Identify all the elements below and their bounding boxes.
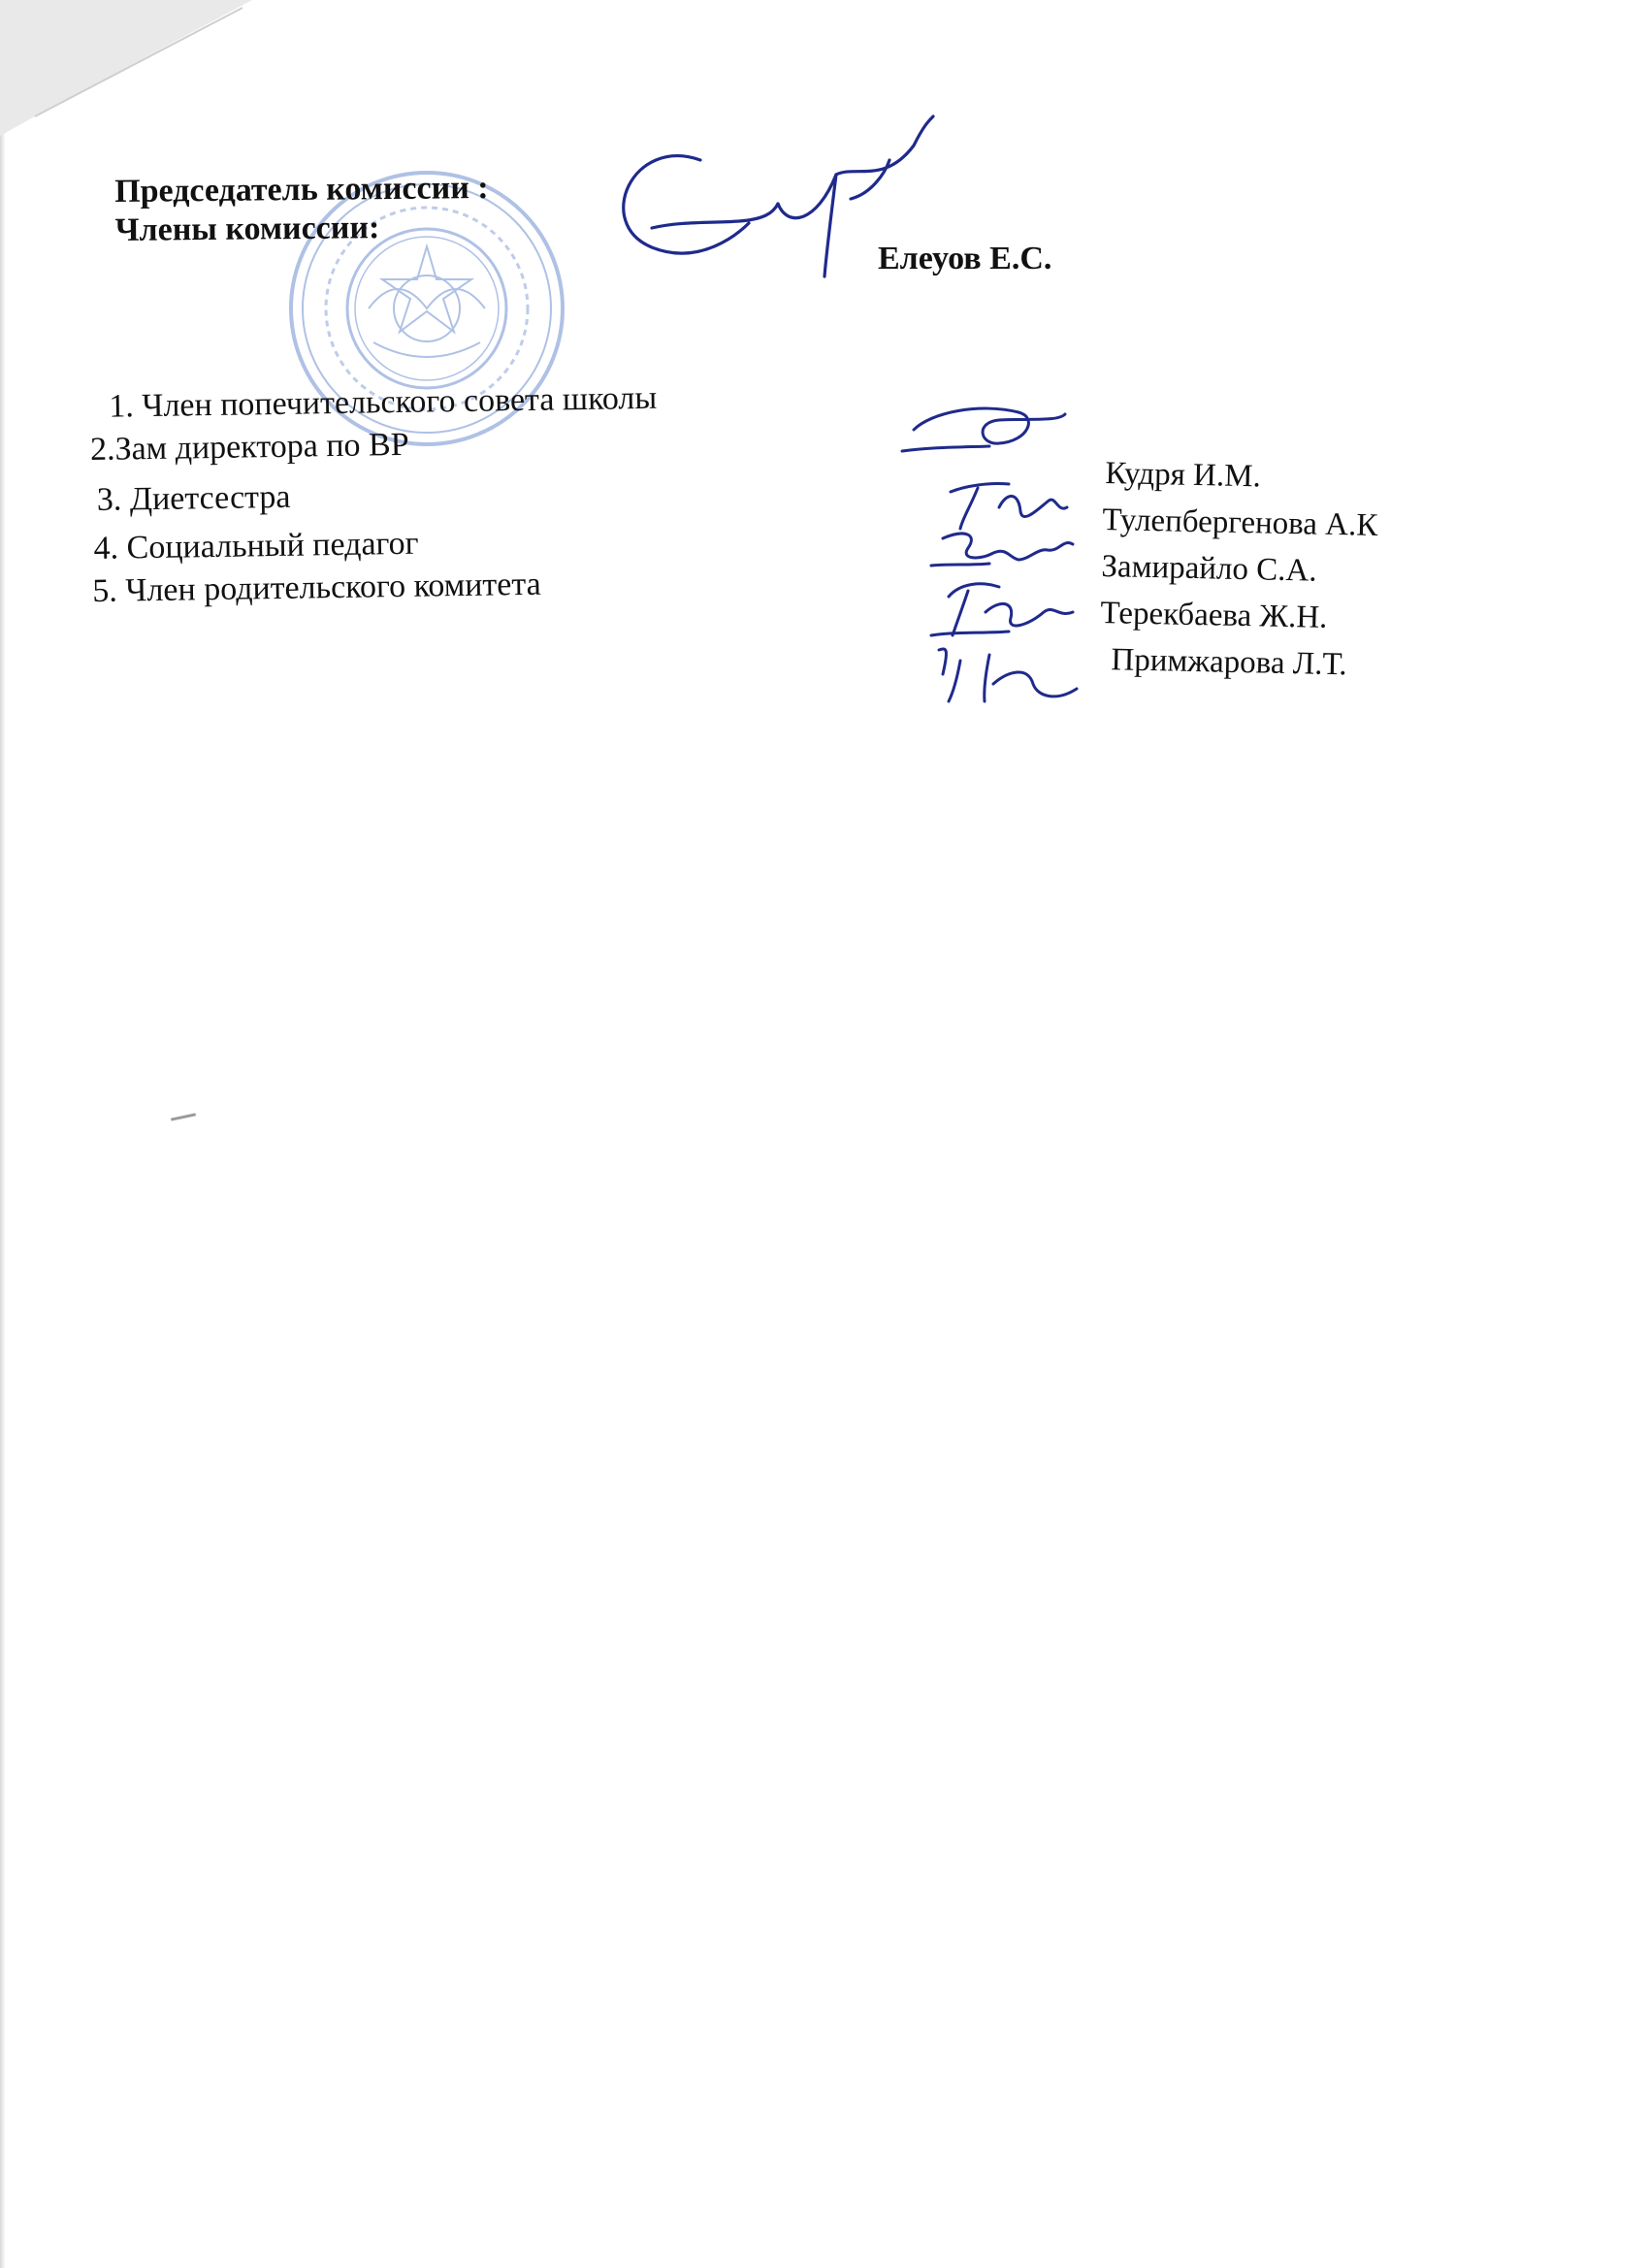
members-signatures: [892, 393, 1106, 713]
members-label: Члены комиссии:: [114, 210, 380, 248]
member-name: Замирайло С.А.: [1101, 548, 1317, 589]
member-name: Терекбаева Ж.Н.: [1100, 595, 1328, 635]
chair-label: Председатель комиссии :: [114, 169, 489, 210]
member-role: 5. Член родительского комитета: [92, 566, 541, 609]
member-roles-list: [89, 377, 661, 613]
member-name: Примжарова Л.Т.: [1111, 642, 1347, 683]
commission-header: [114, 169, 489, 250]
member-role: 4. Социальный педагог: [93, 525, 419, 567]
member-role: 2.Зам директора по ВР: [89, 426, 409, 468]
page-corner-fold: [0, 0, 252, 136]
chair-name: Елеуов Е.С.: [878, 241, 1052, 276]
member-name: Тулепбергенова А.К: [1102, 502, 1378, 543]
member-role: 3. Диетсестра: [96, 478, 291, 518]
member-names-list: [1099, 450, 1379, 689]
member-role: 1. Член попечительского совета школы: [109, 379, 658, 425]
scan-edge: [0, 0, 6, 2268]
member-name: Кудря И.М.: [1105, 456, 1262, 495]
stray-scan-mark: [171, 1113, 196, 1120]
